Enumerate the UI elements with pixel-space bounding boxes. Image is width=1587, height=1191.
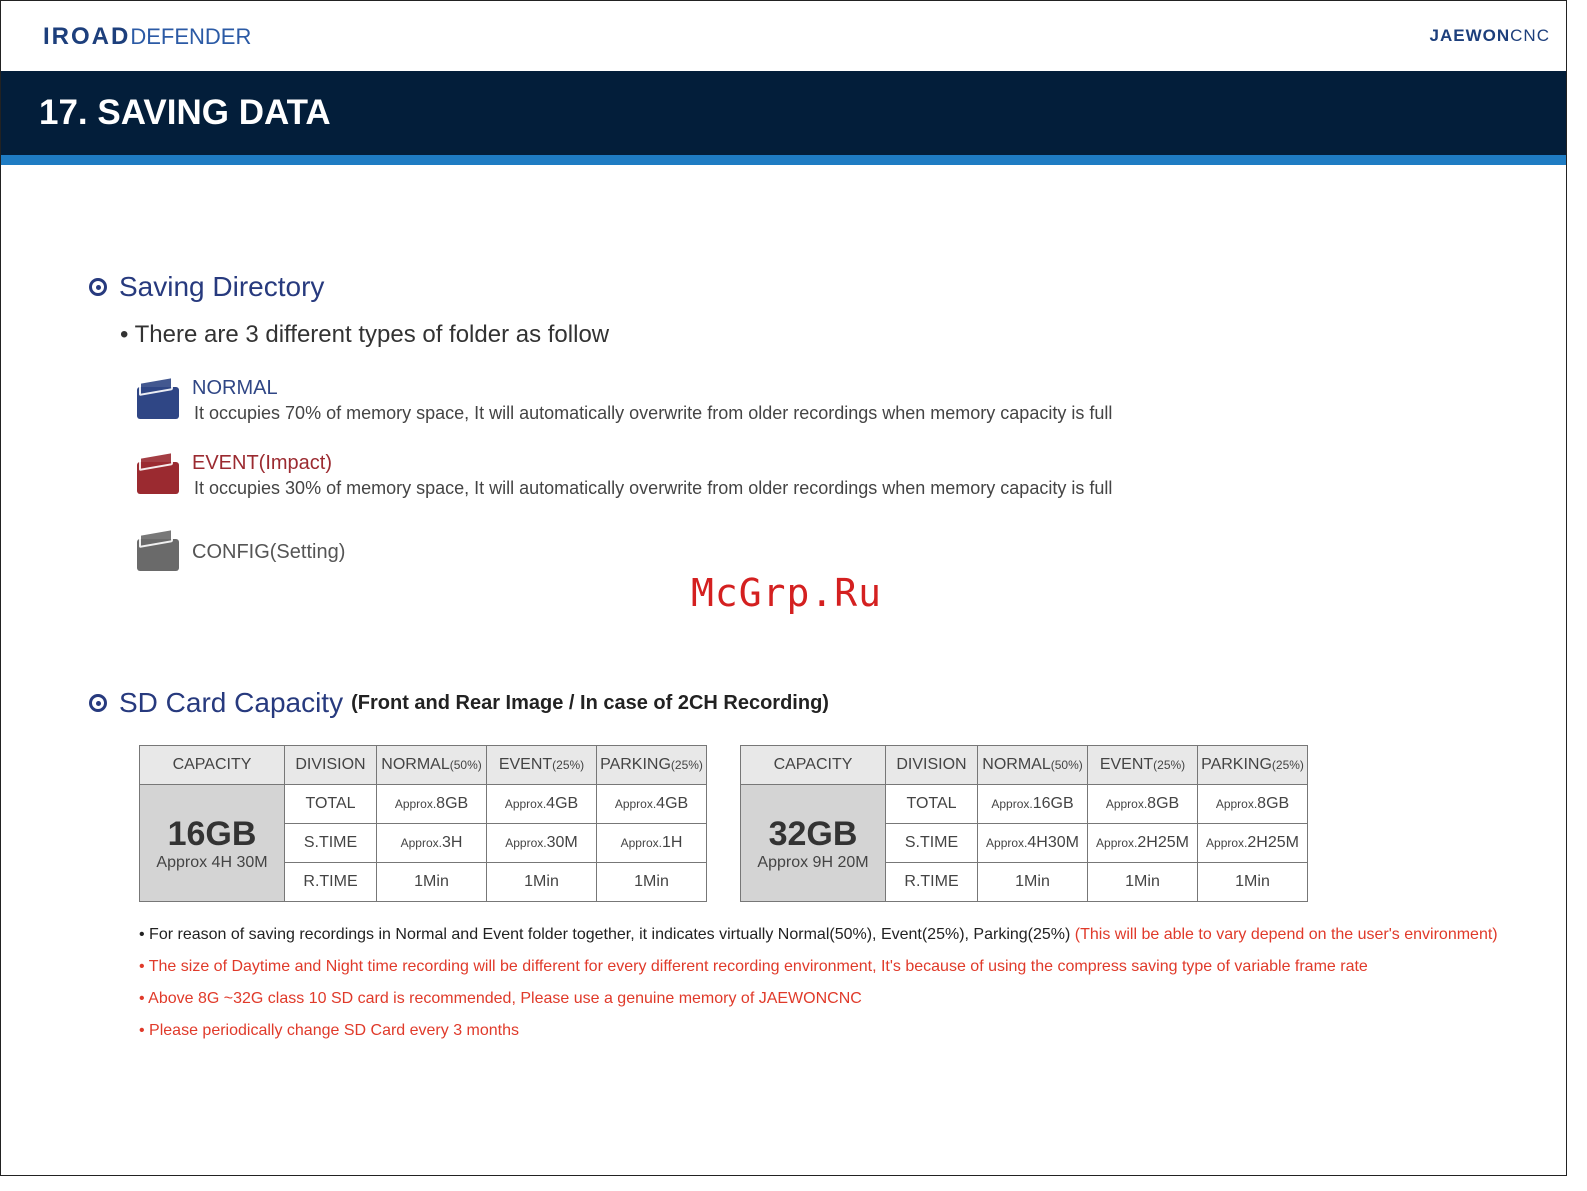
table-row: S.TIME Approx.3H Approx.30M Approx.1H [140, 824, 707, 863]
table-row: R.TIME 1Min 1Min 1Min [741, 863, 1308, 902]
table-header-row [741, 746, 1308, 785]
notes-list [139, 919, 1498, 1047]
target-bullet-icon [89, 694, 107, 712]
saving-directory-heading: Saving Directory [89, 271, 324, 303]
normal-folder-icon [137, 375, 179, 419]
page-title: 17. SAVING DATA [39, 93, 331, 132]
normal-header: NORMAL(50%) [377, 746, 487, 785]
division-header: DIVISION [886, 746, 978, 785]
table-header-row [140, 746, 707, 785]
folder-intro-text: • There are 3 different types of folder as follow [120, 321, 610, 348]
capacity-header: CAPACITY [741, 746, 886, 785]
parking-header: PARKING(25%) [1198, 746, 1308, 785]
event-folder-desc: It occupies 30% of memory space, It will automatically overwrite from older recordings when memory capacity is full [194, 478, 1113, 498]
note-item: • The size of Daytime and Night time recording will be different for every different recording environment, It's because of using the compress saving type of variable frame rate [139, 958, 1368, 975]
table-row: 32GB Approx 9H 20M TOTAL Approx.16GB Approx.8GB Approx.8GB [741, 785, 1308, 824]
capacity-table-32gb [740, 745, 1308, 902]
capacity-cell: 32GB Approx 9H 20M [741, 785, 886, 902]
capacity-header: CAPACITY [140, 746, 285, 785]
page-header [1, 71, 1566, 155]
header-stripe [1, 155, 1566, 165]
sd-card-heading: SD Card Capacity (Front and Rear Image / In case of 2CH Recording) [89, 687, 829, 719]
event-folder-icon [137, 450, 179, 494]
capacity-cell: 16GB Approx 4H 30M [140, 785, 285, 902]
config-folder-icon [137, 527, 179, 571]
table-row: R.TIME 1Min 1Min 1Min [140, 863, 707, 902]
note-item: • For reason of saving recordings in Normal and Event folder together, it indicates virtually Normal(50%), Event(25%), Parking(25%) (This will be able to vary depend on the user's environment) [139, 926, 1498, 943]
table-row: S.TIME Approx.4H30M Approx.2H25M Approx.2H25M [741, 824, 1308, 863]
config-folder-title: CONFIG(Setting) [192, 541, 346, 563]
normal-folder-title: NORMAL [192, 377, 278, 399]
event-folder-title: EVENT(Impact) [192, 452, 333, 474]
iroad-defender-logo: IROADDEFENDER [43, 23, 252, 50]
watermark: McGrp.Ru [691, 571, 883, 615]
top-bar [1, 1, 1566, 71]
capacity-table-16gb [139, 745, 707, 902]
note-item: • Above 8G ~32G class 10 SD card is recommended, Please use a genuine memory of JAEWONCNC [139, 990, 862, 1007]
normal-header: NORMAL(50%) [978, 746, 1088, 785]
parking-header: PARKING(25%) [597, 746, 707, 785]
division-header: DIVISION [285, 746, 377, 785]
jaewoncnc-logo: JAEWONCNC [1429, 26, 1550, 45]
target-bullet-icon [89, 278, 107, 296]
note-item: • Please periodically change SD Card every 3 months [139, 1022, 520, 1039]
event-header: EVENT(25%) [487, 746, 597, 785]
normal-folder-desc: It occupies 70% of memory space, It will automatically overwrite from older recordings when memory capacity is full [194, 403, 1113, 423]
event-header: EVENT(25%) [1088, 746, 1198, 785]
table-row: 16GB Approx 4H 30M TOTAL Approx.8GB Approx.4GB Approx.4GB [140, 785, 707, 824]
